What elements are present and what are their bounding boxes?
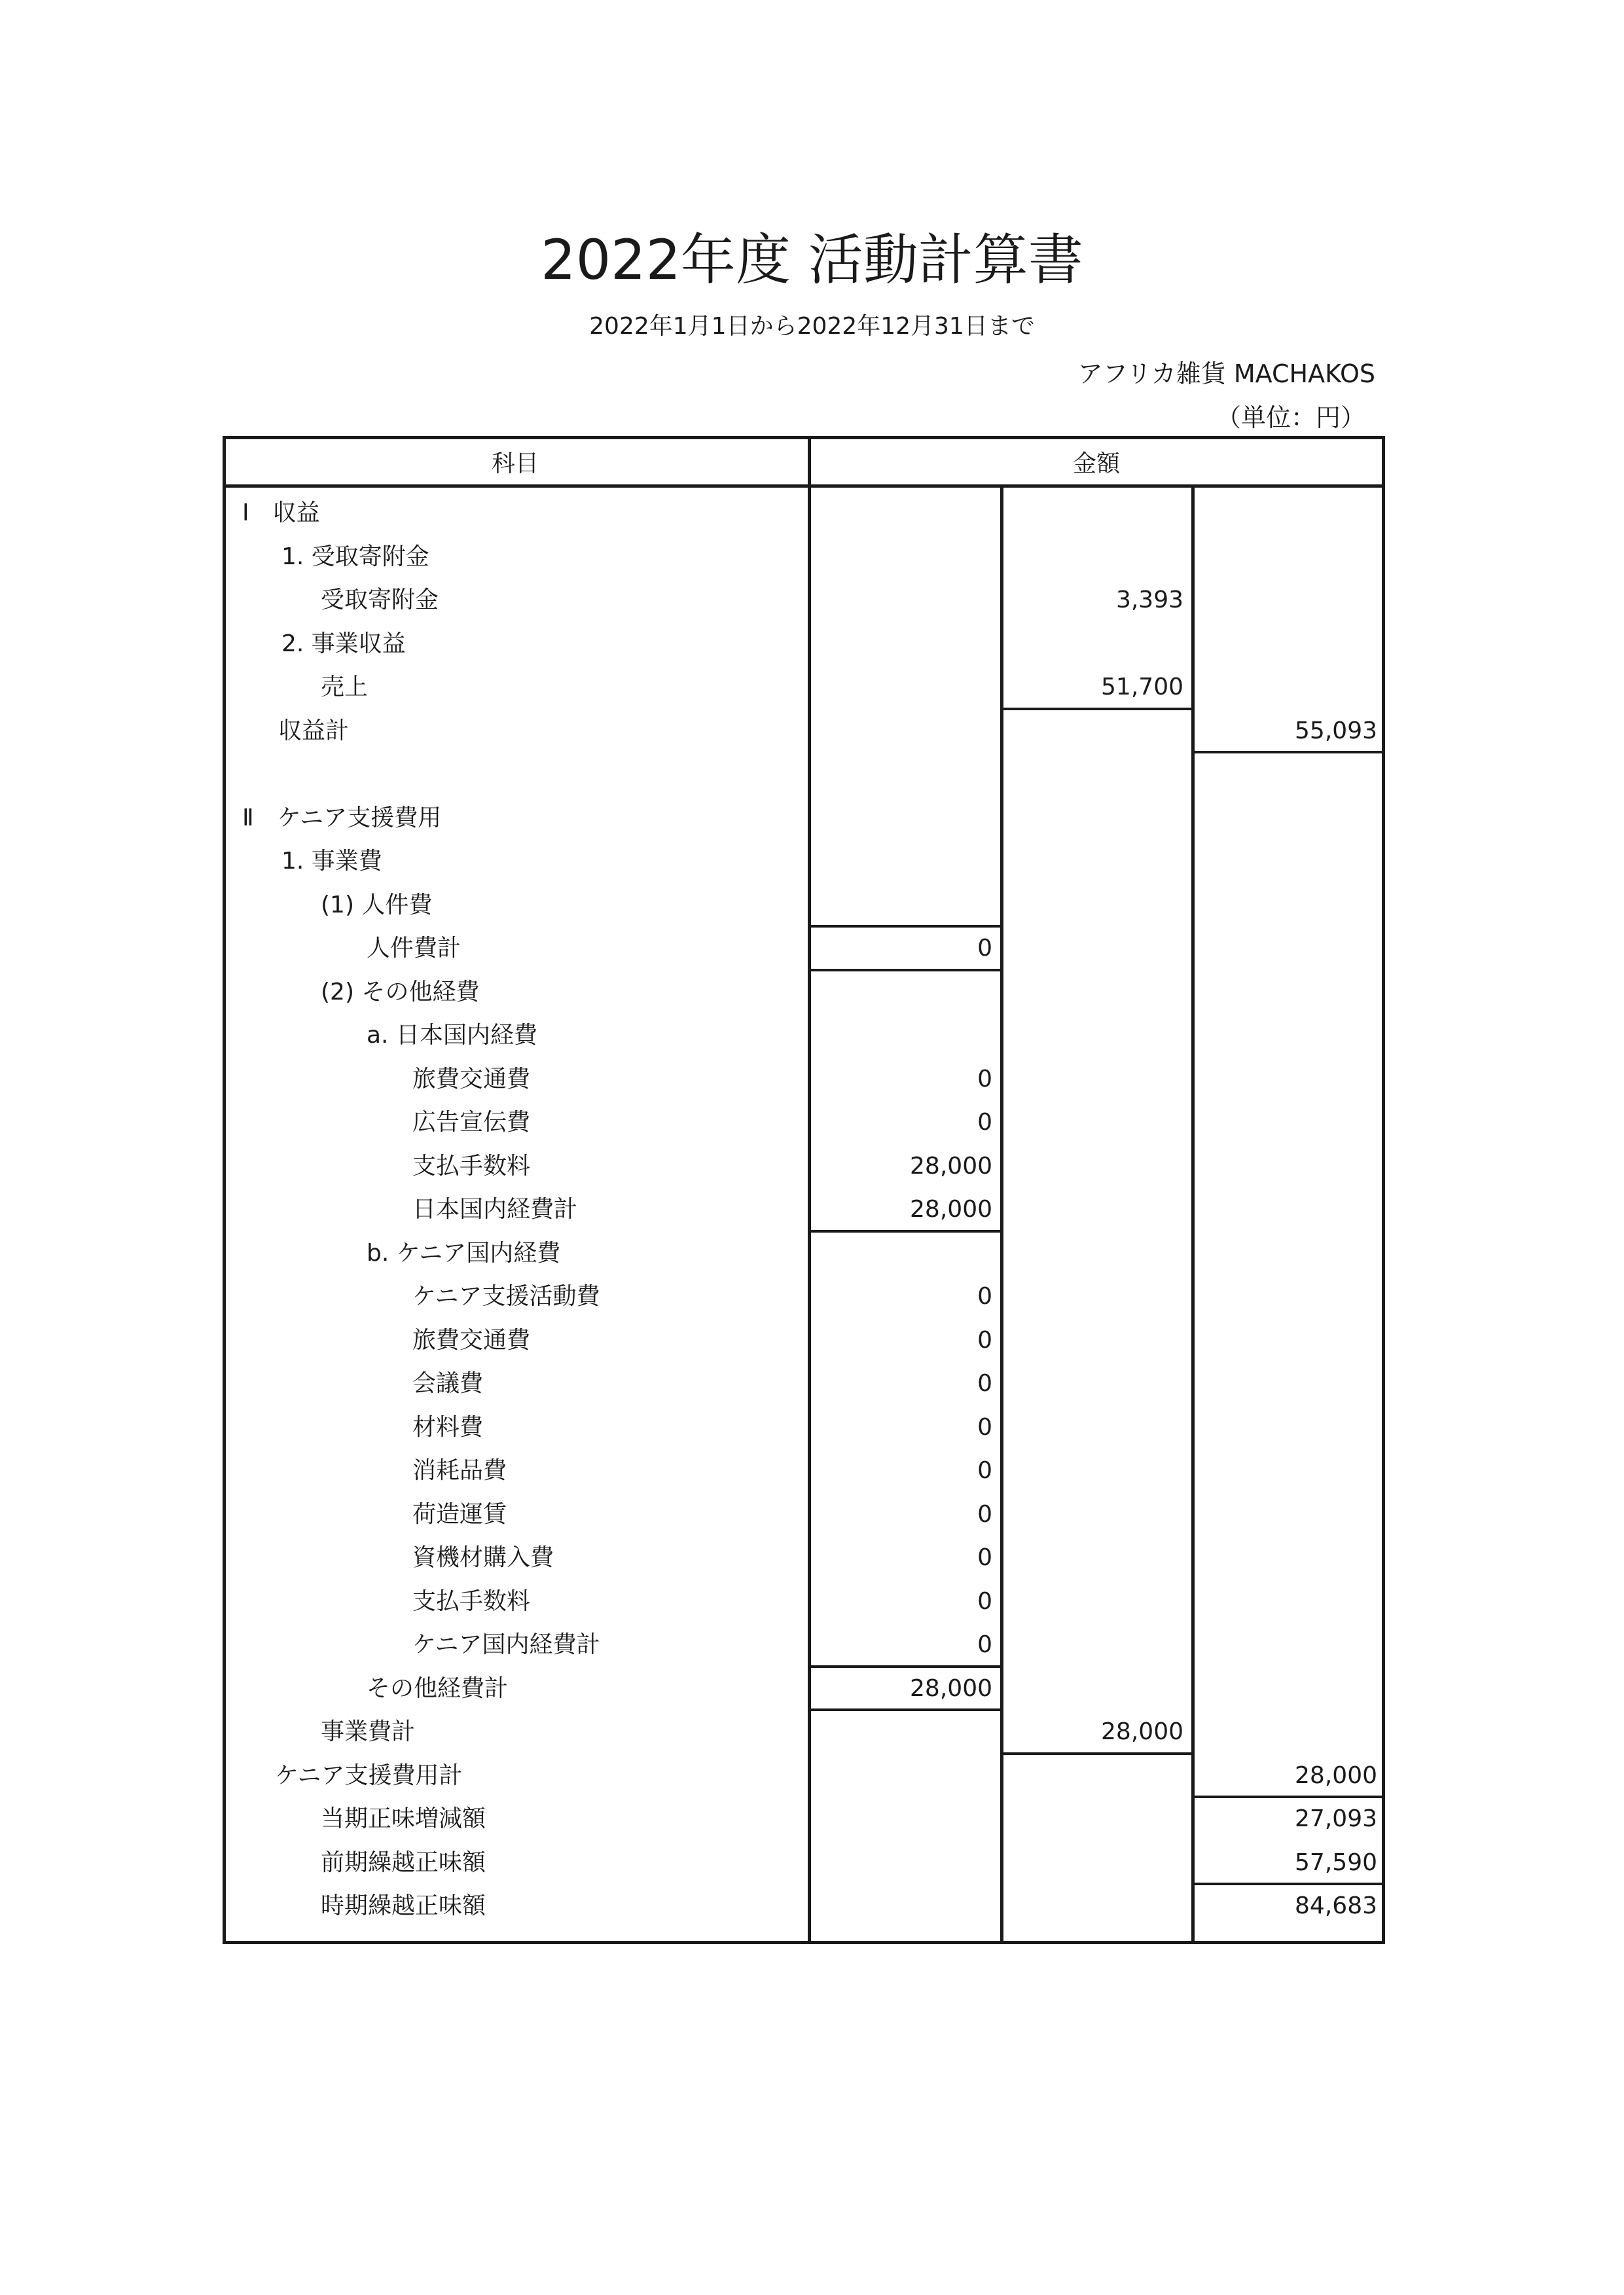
amount-col2-divider xyxy=(1191,484,1195,1944)
amount-col1-value: 28,000 xyxy=(910,1196,992,1223)
header-divider xyxy=(223,484,1385,488)
rule-under-revenue-total xyxy=(1191,751,1385,753)
amount-col1-value: 0 xyxy=(977,935,992,962)
row-label: 売上 xyxy=(321,674,369,700)
rule-under-sales xyxy=(1000,708,1191,710)
amount-col1-value: 0 xyxy=(977,1587,992,1615)
row-label: 旅費交通費 xyxy=(412,1065,531,1093)
row-label: Ⅰ 収益 xyxy=(242,499,320,526)
amount-col1-value: 28,000 xyxy=(910,1152,992,1180)
row-label: 支払手数料 xyxy=(412,1152,531,1180)
rule-under-other-total xyxy=(808,1708,1000,1711)
row-label: (2) その他経費 xyxy=(321,978,480,1005)
row-label: 日本国内経費計 xyxy=(412,1196,578,1223)
row-label: Ⅱ ケニア支援費用 xyxy=(242,804,442,831)
subject-amount-divider xyxy=(808,436,811,1944)
row-label: 当期正味増減額 xyxy=(321,1805,486,1832)
rule-under-support-total xyxy=(1191,1796,1385,1798)
amount-col2-value: 28,000 xyxy=(1101,1718,1183,1745)
amount-col1-value: 0 xyxy=(977,1326,992,1354)
row-label: 収益計 xyxy=(278,717,350,744)
row-label: 広告宣伝費 xyxy=(412,1109,531,1136)
row-label: 1. 事業費 xyxy=(281,848,382,875)
amount-col3-value: 57,590 xyxy=(1295,1849,1377,1876)
row-label: 受取寄附金 xyxy=(321,587,439,613)
accounting-period: 2022年1月1日から2022年12月31日まで xyxy=(589,313,1035,340)
row-label: 資機材購入費 xyxy=(412,1544,554,1571)
row-label: 旅費交通費 xyxy=(412,1326,531,1354)
rule-above-personnel-total xyxy=(808,925,1000,928)
row-label: 支払手数料 xyxy=(412,1587,531,1615)
row-label: 1. 受取寄附金 xyxy=(281,543,429,570)
row-label: 事業費計 xyxy=(321,1718,416,1745)
row-label: 材料費 xyxy=(412,1413,484,1441)
row-label: 荷造運賃 xyxy=(412,1500,507,1528)
row-label: ケニア国内経費計 xyxy=(412,1631,600,1658)
row-label: 2. 事業収益 xyxy=(281,630,406,657)
amount-col3-value: 84,683 xyxy=(1295,1892,1377,1919)
rule-above-carryforward xyxy=(1191,1883,1385,1885)
amount-col1-value: 0 xyxy=(977,1500,992,1528)
row-label: 時期繰越正味額 xyxy=(321,1892,486,1919)
amount-col1-value: 0 xyxy=(977,1631,992,1658)
rule-under-kenya-total xyxy=(808,1665,1000,1668)
amount-col2-value: 51,700 xyxy=(1101,674,1183,700)
row-label: 会議費 xyxy=(412,1370,484,1397)
row-label: a. 日本国内経費 xyxy=(367,1022,537,1049)
amount-col1-value: 28,000 xyxy=(910,1674,992,1702)
header-amount: 金額 xyxy=(1072,450,1120,477)
row-label: ケニア支援費用計 xyxy=(275,1762,463,1789)
amount-col1-value: 0 xyxy=(977,1109,992,1136)
header-subject: 科目 xyxy=(491,450,539,477)
row-label: その他経費計 xyxy=(367,1674,509,1702)
row-label: 前期繰越正味額 xyxy=(321,1849,486,1876)
amount-col3-value: 28,000 xyxy=(1295,1762,1377,1789)
rule-under-business-total xyxy=(1000,1752,1191,1755)
rule-under-personnel-total xyxy=(808,969,1000,971)
amount-col1-value: 0 xyxy=(977,1283,992,1310)
amount-col3-value: 27,093 xyxy=(1295,1805,1377,1832)
rule-under-japan-total xyxy=(808,1230,1000,1233)
row-label: 人件費計 xyxy=(367,935,461,962)
amount-col2-value: 3,393 xyxy=(1115,587,1183,613)
amount-col1-value: 0 xyxy=(977,1370,992,1397)
amount-col1-value: 0 xyxy=(977,1065,992,1093)
unit-note: （単位：円） xyxy=(1216,403,1365,432)
organization-name: アフリカ雑貨 MACHAKOS xyxy=(1077,359,1375,388)
document-title: 2022年度 活動計算書 xyxy=(541,228,1083,292)
amount-col1-value: 0 xyxy=(977,1457,992,1484)
row-label: ケニア支援活動費 xyxy=(412,1283,600,1310)
amount-col1-value: 0 xyxy=(977,1544,992,1571)
row-label: b. ケニア国内経費 xyxy=(367,1239,561,1267)
row-label: 消耗品費 xyxy=(412,1457,507,1484)
row-label: (1) 人件費 xyxy=(321,891,433,918)
amount-col1-value: 0 xyxy=(977,1413,992,1441)
amount-col3-value: 55,093 xyxy=(1295,717,1377,744)
